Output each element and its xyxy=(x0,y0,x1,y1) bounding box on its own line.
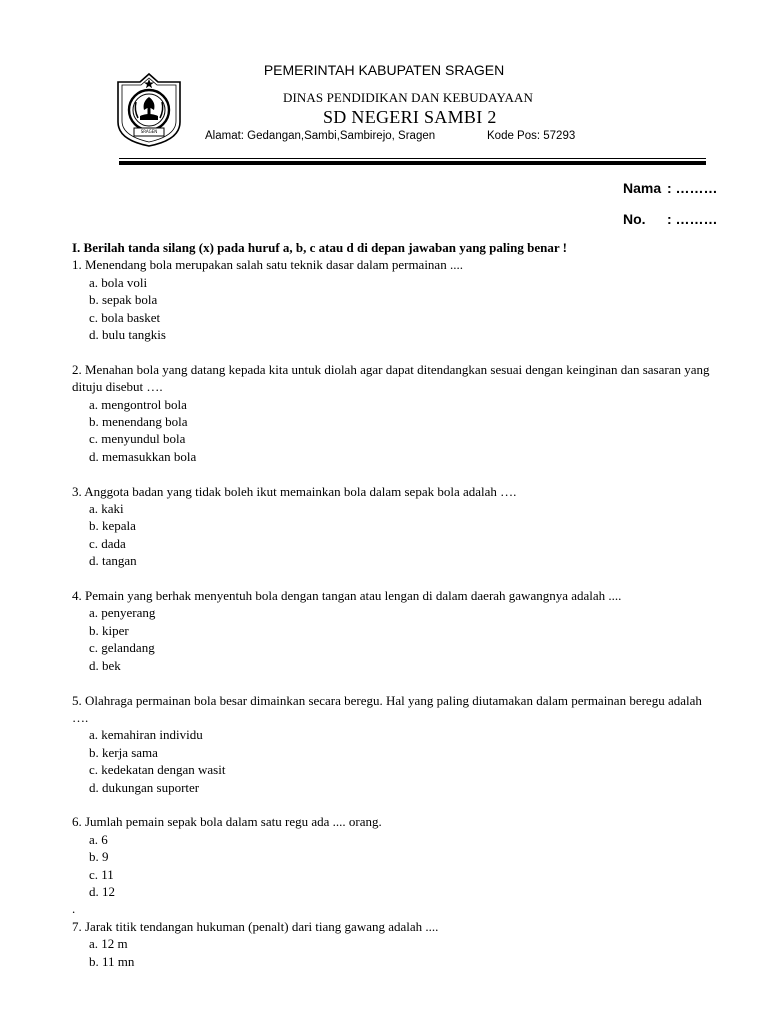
letterhead-postal-code: Kode Pos: 57293 xyxy=(487,130,576,142)
question-spacer xyxy=(72,465,712,482)
letterhead-address: Alamat: Gedangan,Sambi,Sambirejo, Sragen xyxy=(205,130,436,142)
letterhead-office: DINAS PENDIDIKAN DAN KEBUDAYAAN xyxy=(283,90,533,105)
answer-option: d. tangan xyxy=(89,553,137,569)
question-text: 7. Jarak titik tendangan hukuman (penalt) dari tiang gawang adalah .... xyxy=(72,918,439,934)
question-7 xyxy=(72,918,712,970)
sragen-regency-emblem xyxy=(114,72,184,148)
answer-option: d. memasukkan bola xyxy=(89,448,197,464)
letterhead-divider-thick xyxy=(119,161,706,165)
question-6 xyxy=(72,813,712,900)
answer-option: c. 11 xyxy=(89,866,114,882)
answer-option: a. 6 xyxy=(89,831,108,847)
answer-option: c. bola basket xyxy=(89,309,161,325)
question-text: 5. Olahraga permainan bola besar dimainkan secara beregu. Hal yang paling diutamakan dalam permainan beregu adalah …. xyxy=(72,692,702,725)
question-spacer xyxy=(72,796,712,813)
government-name: PEMERINTAH KABUPATEN SRAGEN xyxy=(263,62,505,78)
question-text: 6. Jumlah pemain sepak bola dalam satu regu ada .... orang. xyxy=(72,814,382,830)
answer-option: c. kedekatan dengan wasit xyxy=(89,762,226,778)
student-name-value: : ……… xyxy=(667,180,718,196)
question-5 xyxy=(72,692,712,796)
answer-option: b. 11 mn xyxy=(89,953,135,969)
student-number-value: : ……… xyxy=(667,211,718,227)
answer-option: c. dada xyxy=(89,535,126,551)
logo-banner-text: SRAGEN xyxy=(140,129,158,134)
letterhead-divider-thin xyxy=(119,158,706,159)
answer-option: b. 9 xyxy=(89,849,109,865)
answer-option: d. bulu tangkis xyxy=(89,327,166,343)
answer-option: b. kiper xyxy=(89,622,129,638)
answer-option: b. kepala xyxy=(89,518,136,534)
question-spacer xyxy=(72,570,712,587)
answer-option: a. bola voli xyxy=(89,274,148,290)
question-text: 3. Anggota badan yang tidak boleh ikut memainkan bola dalam sepak bola adalah …. xyxy=(72,483,517,499)
answer-option: a. mengontrol bola xyxy=(89,396,187,412)
answer-option: c. menyundul bola xyxy=(89,431,186,447)
question-text: 2. Menahan bola yang datang kepada kita untuk diolah agar dapat ditendangkan sesuai dengan keinginan dan sasaran yang dituju disebut …. xyxy=(72,361,710,395)
answer-option: d. dukungan suporter xyxy=(89,779,200,795)
student-number-label: No. xyxy=(623,211,646,227)
student-number-field xyxy=(623,211,718,227)
question-4 xyxy=(72,587,712,674)
answer-option: d. bek xyxy=(89,657,121,673)
answer-option: a. 12 m xyxy=(89,936,128,952)
separator-dot: . xyxy=(72,901,76,917)
question-1 xyxy=(72,256,712,343)
answer-option: b. menendang bola xyxy=(89,414,188,430)
answer-option: c. gelandang xyxy=(89,640,155,656)
answer-option: a. kaki xyxy=(89,501,124,517)
section-instruction: I. Berilah tanda silang (x) pada huruf a, b, c atau d di depan jawaban yang paling benar ! xyxy=(72,240,567,255)
answer-option: b. sepak bola xyxy=(89,292,158,308)
answer-option: a. kemahiran individu xyxy=(89,727,203,743)
student-name-field xyxy=(623,180,718,196)
question-text: 1. Menendang bola merupakan salah satu teknik dasar dalam permainan .... xyxy=(72,257,463,273)
letterhead-government xyxy=(0,62,768,78)
letterhead-school-name: SD NEGERI SAMBI 2 xyxy=(323,107,497,127)
answer-option: b. kerja sama xyxy=(89,744,158,760)
question-section xyxy=(72,239,712,970)
answer-option: d. 12 xyxy=(89,883,115,899)
student-name-label: Nama xyxy=(623,180,662,196)
question-3 xyxy=(72,483,712,570)
question-2 xyxy=(72,361,712,465)
question-spacer xyxy=(72,343,712,360)
question-spacer xyxy=(72,674,712,691)
question-text: 4. Pemain yang berhak menyentuh bola dengan tangan atau lengan di dalam daerah gawangnya adalah .... xyxy=(72,588,622,604)
answer-option: a. penyerang xyxy=(89,605,156,621)
